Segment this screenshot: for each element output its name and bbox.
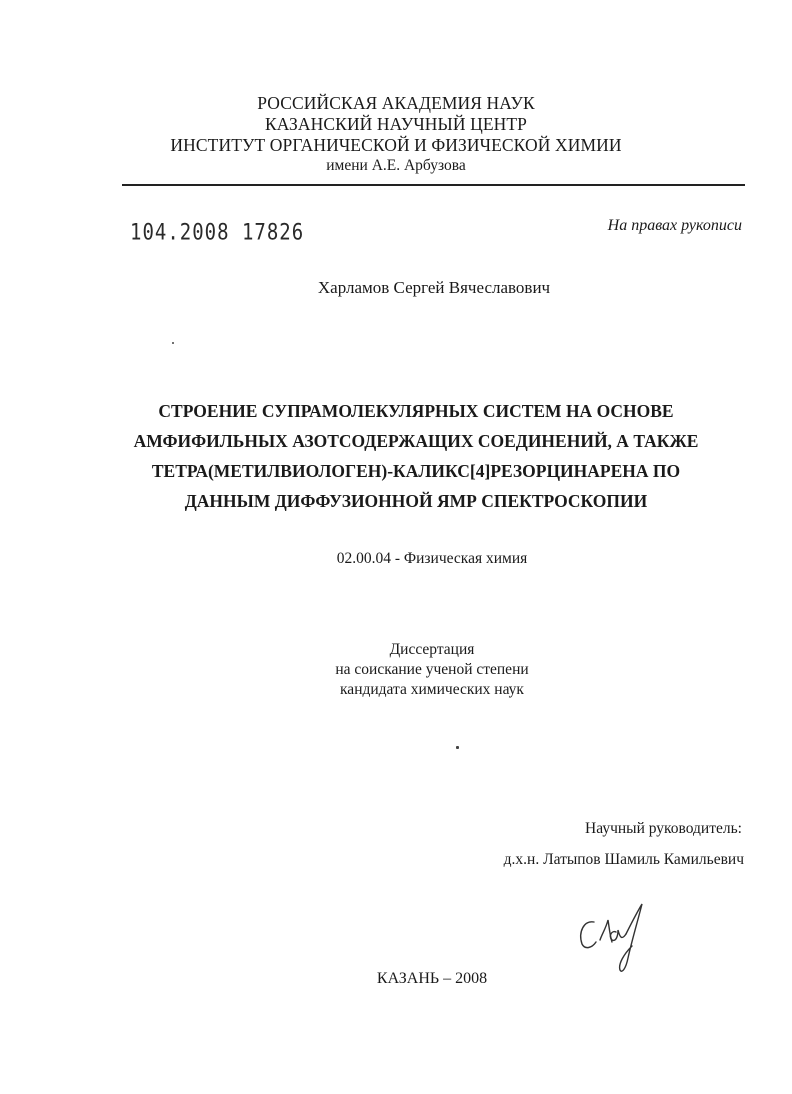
author-name: Харламов Сергей Вячеславович: [317, 278, 551, 297]
supervisor-label: Научный руководитель:: [585, 820, 742, 837]
header-divider: [122, 184, 745, 186]
speck-mark: [172, 342, 174, 344]
degree-purpose: на соискание ученой степени: [335, 661, 529, 678]
dissertation-label: Диссертация: [389, 641, 475, 658]
academy-name: РОССИЙСКАЯ АКАДЕМИЯ НАУК: [257, 93, 535, 113]
specialty-code: 02.00.04 - Физическая химия: [336, 550, 528, 567]
registration-stamp: 104.2008 17826: [130, 220, 305, 246]
institute-namesake: имени А.Е. Арбузова: [326, 157, 466, 174]
center-name: КАЗАНСКИЙ НАУЧНЫЙ ЦЕНТР: [264, 114, 527, 134]
institute-name: ИНСТИТУТ ОРГАНИЧЕСКОЙ И ФИЗИЧЕСКОЙ ХИМИИ: [170, 135, 622, 155]
thesis-title-line-4: ДАННЫМ ДИФФУЗИОННОЙ ЯМР СПЕКТРОСКОПИИ: [184, 491, 648, 511]
supervisor-name: д.х.н. Латыпов Шамиль Камильевич: [503, 851, 744, 868]
city-year: КАЗАНЬ – 2008: [376, 970, 488, 987]
signature-stroke: [581, 922, 596, 948]
thesis-title-line-1: СТРОЕНИЕ СУПРАМОЛЕКУЛЯРНЫХ СИСТЕМ НА ОСНОВЕ: [158, 401, 674, 421]
degree-name: кандидата химических наук: [340, 681, 524, 698]
speck-mark: [456, 746, 459, 749]
handwritten-signature: [572, 900, 662, 980]
rights-note: На правах рукописи: [607, 217, 742, 234]
thesis-title-line-2: АМФИФИЛЬНЫХ АЗОТСОДЕРЖАЩИХ СОЕДИНЕНИЙ, А ТАКЖЕ: [133, 431, 699, 451]
thesis-title-line-3: ТЕТРА(МЕТИЛВИОЛОГЕН)-КАЛИКС[4]РЕЗОРЦИНАРЕНА ПО: [151, 461, 681, 481]
signature-stroke: [610, 930, 626, 940]
